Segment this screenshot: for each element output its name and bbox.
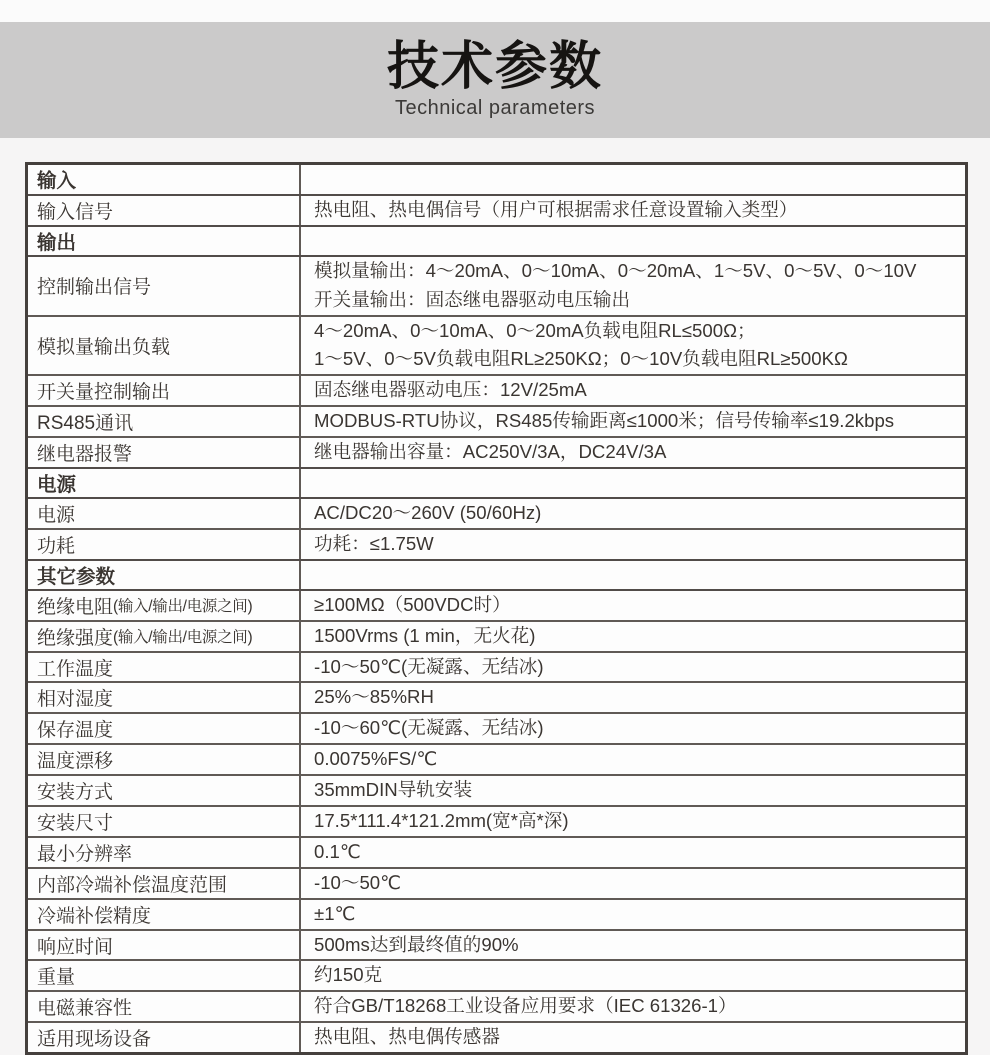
table-row — [28, 165, 965, 194]
table-row — [28, 374, 965, 405]
param-value-line: 17.5*111.4*121.2mm(宽*高*深) — [314, 810, 569, 832]
param-name: 电源 — [37, 504, 76, 526]
param-name: 安装尺寸 — [37, 812, 114, 834]
param-value-line: 开关量输出：固态继电器驱动电压输出 — [314, 288, 631, 310]
table-row — [28, 743, 965, 774]
param-name-cell — [28, 196, 301, 225]
param-value-line: 0.0075%FS/℃ — [314, 748, 438, 770]
param-name: 绝缘电阻 — [37, 596, 114, 618]
param-name: 最小分辨率 — [37, 843, 133, 865]
param-value-line: 符合GB/T18268工业设备应用要求（IEC 61326-1） — [314, 995, 737, 1017]
param-name: 电源 — [37, 474, 77, 497]
top-strip — [0, 0, 990, 22]
param-value-line: ±1℃ — [314, 902, 356, 924]
param-name: 其它参数 — [37, 565, 116, 588]
param-value-line: 热电阻、热电偶传感器 — [314, 1026, 500, 1048]
param-value-cell — [301, 745, 965, 774]
table-row — [28, 990, 965, 1021]
param-name-cell — [28, 931, 301, 960]
param-value-cell — [301, 438, 965, 467]
param-name: 绝缘强度 — [37, 627, 114, 649]
param-value-line: 热电阻、热电偶信号（用户可根据需求任意设置输入类型） — [314, 198, 798, 220]
param-value-line: -10～60℃(无凝露、无结冰) — [314, 717, 544, 739]
param-value-cell — [301, 1023, 965, 1052]
param-value-cell — [301, 469, 965, 497]
param-value-cell — [301, 165, 965, 194]
param-name: 继电器报警 — [37, 444, 133, 466]
table-row — [28, 712, 965, 743]
table-row — [28, 836, 965, 867]
param-name-cell — [28, 407, 301, 436]
param-name-cell — [28, 838, 301, 867]
param-name: 电磁兼容性 — [37, 998, 133, 1020]
param-name-cell — [28, 869, 301, 898]
param-value-line: 25%～85%RH — [314, 686, 434, 708]
param-value-cell — [301, 196, 965, 225]
param-value-line: 0.1℃ — [314, 840, 361, 862]
param-name-cell — [28, 622, 301, 651]
param-name-cell — [28, 992, 301, 1021]
param-name-note: (输入/输出/电源之间) — [113, 598, 253, 616]
param-value-line: 35mmDIN导轨安装 — [314, 779, 473, 801]
param-value-line: 固态继电器驱动电压：12V/25mA — [314, 379, 587, 401]
table-row — [28, 929, 965, 960]
page-subtitle: Technical parameters — [394, 96, 596, 119]
param-value-cell — [301, 591, 965, 620]
param-name-cell — [28, 257, 301, 315]
param-value-cell — [301, 807, 965, 836]
table-row — [28, 681, 965, 712]
table-row — [28, 194, 965, 225]
param-value-line: 功耗：≤1.75W — [314, 532, 434, 554]
param-name: 响应时间 — [37, 936, 114, 958]
param-value-cell — [301, 317, 965, 375]
table-row — [28, 405, 965, 436]
param-name-cell — [28, 900, 301, 929]
param-value-line: 模拟量输出：4～20mA、0～10mA、0～20mA、1～5V、0～5V、0～10V — [314, 259, 917, 281]
param-name-cell — [28, 227, 301, 255]
table-row — [28, 867, 965, 898]
param-name: 输出 — [37, 231, 77, 254]
param-value-cell — [301, 376, 965, 405]
param-name-cell — [28, 1023, 301, 1052]
param-name: RS485通讯 — [37, 413, 134, 435]
table-row — [28, 959, 965, 990]
param-value-cell — [301, 838, 965, 867]
param-value-line: 1～5V、0～5V负载电阻RL≥250KΩ；0～10V负载电阻RL≥500KΩ — [314, 348, 848, 370]
param-value-cell — [301, 653, 965, 682]
param-value-cell — [301, 900, 965, 929]
param-name-cell — [28, 438, 301, 467]
param-value-line: 约150克 — [314, 964, 383, 986]
param-value-line: 500ms达到最终值的90% — [314, 933, 519, 955]
table-row — [28, 1021, 965, 1052]
title-banner — [0, 22, 990, 138]
table-row — [28, 559, 965, 589]
param-value-line: 1500Vrms (1 min，无火花) — [314, 624, 536, 646]
param-name-cell — [28, 499, 301, 528]
param-name: 冷端补偿精度 — [37, 905, 152, 927]
param-value-cell — [301, 683, 965, 712]
param-value-line: AC/DC20～260V (50/60Hz) — [314, 502, 542, 524]
param-name-cell — [28, 469, 301, 497]
table-row — [28, 651, 965, 682]
param-name-cell — [28, 714, 301, 743]
param-value-line: -10～50℃(无凝露、无结冰) — [314, 655, 544, 677]
param-name: 工作温度 — [37, 658, 114, 680]
param-name-cell — [28, 317, 301, 375]
table-row — [28, 528, 965, 559]
param-value-line: ≥100MΩ（500VDC时） — [314, 593, 511, 615]
table-row — [28, 225, 965, 255]
param-value-cell — [301, 931, 965, 960]
param-name-cell — [28, 683, 301, 712]
table-row — [28, 436, 965, 467]
param-value-cell — [301, 869, 965, 898]
param-value-cell — [301, 561, 965, 589]
param-value-cell — [301, 622, 965, 651]
param-name: 温度漂移 — [37, 751, 114, 773]
param-name: 适用现场设备 — [37, 1029, 152, 1051]
table-row — [28, 774, 965, 805]
param-value-cell — [301, 499, 965, 528]
param-value-cell — [301, 961, 965, 990]
param-value-cell — [301, 227, 965, 255]
param-name: 输入 — [37, 170, 77, 193]
param-value-cell — [301, 714, 965, 743]
param-name-note: (输入/输出/电源之间) — [113, 629, 253, 647]
param-name-cell — [28, 776, 301, 805]
spec-table — [25, 162, 968, 1055]
table-row — [28, 467, 965, 497]
param-name-cell — [28, 961, 301, 990]
param-name: 内部冷端补偿温度范围 — [37, 874, 228, 896]
param-name: 保存温度 — [37, 720, 114, 742]
param-name: 模拟量输出负载 — [37, 336, 171, 358]
param-name: 输入信号 — [37, 201, 114, 223]
param-name-cell — [28, 561, 301, 589]
param-value-cell — [301, 407, 965, 436]
param-value-line: 继电器输出容量：AC250V/3A，DC24V/3A — [314, 441, 667, 463]
param-value-cell — [301, 257, 965, 315]
param-name-cell — [28, 653, 301, 682]
param-name: 相对湿度 — [37, 689, 114, 711]
param-name: 功耗 — [37, 535, 76, 557]
param-name-cell — [28, 376, 301, 405]
page-title: 技术参数 — [386, 38, 603, 97]
table-row — [28, 620, 965, 651]
param-name-cell — [28, 807, 301, 836]
param-value-line: 4～20mA、0～10mA、0～20mA负载电阻RL≤500Ω； — [314, 319, 756, 341]
param-name: 控制输出信号 — [37, 277, 152, 299]
param-value-cell — [301, 776, 965, 805]
table-row — [28, 898, 965, 929]
param-name: 重量 — [37, 967, 76, 989]
table-row — [28, 589, 965, 620]
param-value-line: MODBUS-RTU协议，RS485传输距离≤1000米；信号传输率≤19.2kbps — [314, 410, 895, 432]
param-name: 安装方式 — [37, 782, 114, 804]
param-name: 开关量控制输出 — [37, 382, 171, 404]
table-row — [28, 497, 965, 528]
table-row — [28, 255, 965, 315]
param-name-cell — [28, 745, 301, 774]
table-row — [28, 805, 965, 836]
param-value-cell — [301, 530, 965, 559]
param-name-cell — [28, 591, 301, 620]
param-name-cell — [28, 165, 301, 194]
table-row — [28, 315, 965, 375]
param-value-cell — [301, 992, 965, 1021]
param-value-line: -10～50℃ — [314, 871, 402, 893]
param-name-cell — [28, 530, 301, 559]
